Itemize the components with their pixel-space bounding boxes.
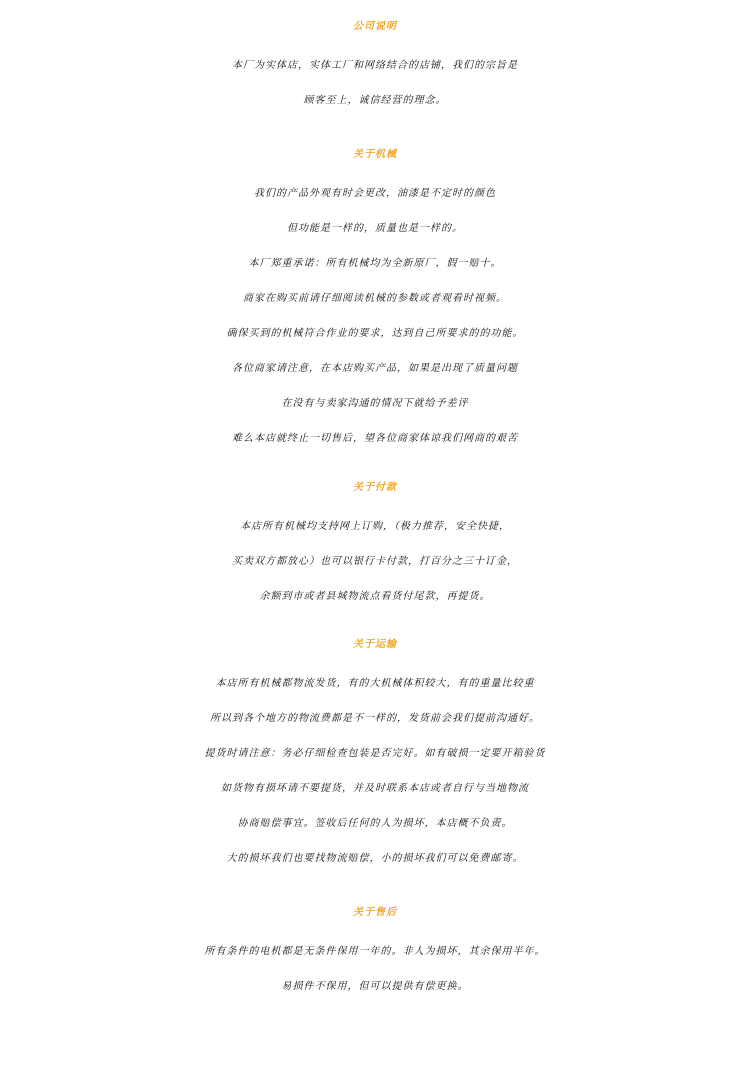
text-line: 易损件不保用，但可以提供有偿更换。	[281, 981, 469, 992]
text-line: 所以到各个地方的物流费都是不一样的，发货前会我们提前沟通好。	[210, 713, 540, 724]
section-heading: 关于机械	[353, 149, 397, 160]
text-line: 本店所有机械都物流发货，有的大机械体积较大，有的重量比较重	[215, 678, 535, 689]
text-line: 如货物有损坏请不要提货，并及时联系本店或者自行与当地物流	[221, 783, 529, 794]
text-line: 在没有与卖家沟通的情况下就给予差评	[281, 398, 469, 409]
section-about-shipping	[0, 624, 750, 876]
text-line: 本厂郑重承诺：所有机械均为全新原厂，假一赔十。	[248, 258, 502, 269]
text-line: 商家在购买前请仔细阅读机械的参数或者观看时视频。	[243, 293, 507, 304]
text-line: 买卖双方都放心）也可以银行卡付款，打百分之三十订金，	[232, 556, 518, 567]
section-heading: 关于售后	[353, 907, 397, 918]
section-about-machinery	[0, 134, 750, 456]
section-heading: 关于付款	[353, 482, 397, 493]
text-line: 大的损坏我们也要找物流赔偿，小的损坏我们可以免费邮寄。	[226, 853, 524, 864]
section-company-description	[0, 6, 750, 118]
text-line: 协商赔偿事宜。签收后任何的人为损坏，本店概不负责。	[237, 818, 513, 829]
text-line: 但功能是一样的，质量也是一样的。	[287, 223, 463, 234]
section-about-payment	[0, 467, 750, 614]
text-line: 各位商家请注意，在本店购买产品，如果是出现了质量问题	[232, 363, 518, 374]
text-line: 我们的产品外观有时会更改，油漆是不定时的颜色	[254, 188, 496, 199]
section-heading: 公司说明	[353, 21, 397, 32]
section-heading: 关于运输	[353, 639, 397, 650]
text-line: 本厂为实体店，实体工厂和网络结合的店铺，我们的宗旨是	[232, 60, 518, 71]
text-line: 余额到市或者县城物流点看货付尾款，再提货。	[259, 591, 491, 602]
text-line: 所有条件的电机都是无条件保用一年的。非人为损坏，其余保用半年。	[204, 946, 546, 957]
text-line: 本店所有机械均支持网上订购，（极力推荐，安全快捷，	[240, 521, 510, 532]
text-line: 难么本店就终止一切售后，望各位商家体谅我们网商的艰苦	[232, 433, 518, 444]
text-line: 确保买到的机械符合作业的要求，达到自己所要求的的功能。	[226, 328, 524, 339]
section-after-sales	[0, 892, 750, 1004]
text-line: 提货时请注意：务必仔细检查包装是否完好。如有破损一定要开箱验货	[204, 748, 546, 759]
text-line: 顾客至上，诚信经营的理念。	[303, 95, 447, 106]
